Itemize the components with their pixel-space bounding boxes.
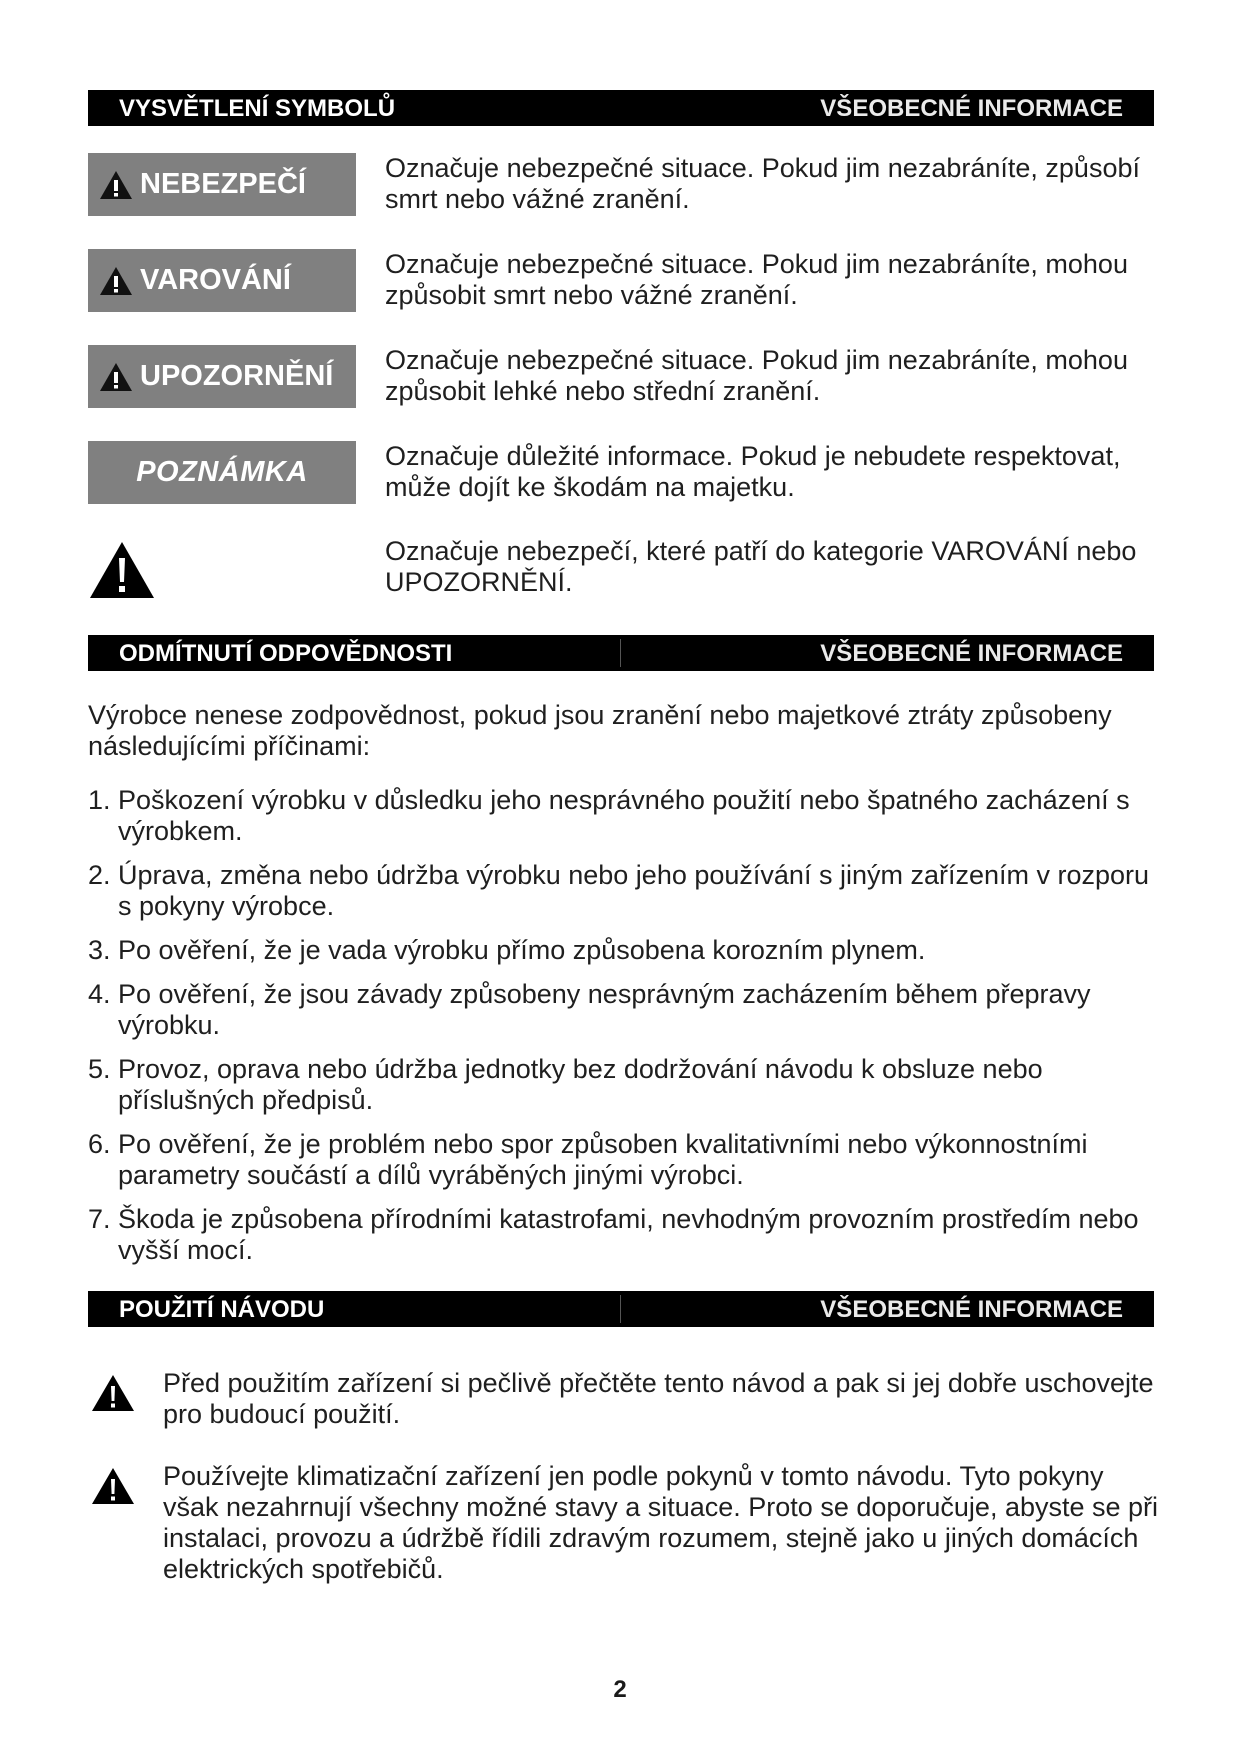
page-number: 2 <box>613 1676 627 1703</box>
list-item: 5. Provoz, oprava nebo údržba jednotky bez dodržování návodu k obsluze nebo příslušných předpisů. <box>88 1054 1043 1115</box>
section-title: ODMÍTNUTÍ ODPOVĚDNOSTI <box>119 640 453 667</box>
section-category: VŠEOBECNÉ INFORMACE <box>820 640 1123 667</box>
danger-description: Označuje nebezpečné situace. Pokud jim nezabráníte, způsobí smrt nebo vážné zranění. <box>385 153 1140 214</box>
warning-triangle-icon <box>88 540 156 600</box>
section-header-symbols <box>88 90 1154 126</box>
list-item: 3. Po ověření, že je vada výrobku přímo způsobena korozním plynem. <box>88 935 926 965</box>
header-divider <box>620 639 621 667</box>
warning-description: Označuje nebezpečné situace. Pokud jim nezabráníte, mohou způsobit smrt nebo vážné zranění. <box>385 249 1128 310</box>
note-badge <box>88 441 356 504</box>
header-divider <box>620 1295 621 1323</box>
danger-label: NEBEZPEČÍ <box>140 168 306 200</box>
disclaimer-list <box>88 785 1168 1279</box>
section-header-disclaimer <box>88 635 1154 671</box>
section-title: VYSVĚTLENÍ SYMBOLŮ <box>119 95 396 122</box>
warning-triangle-icon <box>98 169 134 201</box>
warning-triangle-icon <box>91 1467 135 1505</box>
disclaimer-intro: Výrobce nenese zodpovědnost, pokud jsou zranění nebo majetkové ztráty způsobeny následujícími příčinami: <box>88 700 1112 761</box>
section-category: VŠEOBECNÉ INFORMACE <box>820 95 1123 122</box>
note-description: Označuje důležité informace. Pokud je nebudete respektovat, může dojít ke škodám na majetku. <box>385 441 1121 502</box>
warning-label: VAROVÁNÍ <box>140 264 291 296</box>
list-item: 4. Po ověření, že jsou závady způsobeny nesprávným zacházením během přepravy výrobku. <box>88 979 1091 1040</box>
section-title: POUŽITÍ NÁVODU <box>119 1296 325 1323</box>
caution-label: UPOZORNĚNÍ <box>140 360 334 392</box>
manual-use-text: Před použitím zařízení si pečlivě přečtěte tento návod a pak si jej dobře uschovejte pro budoucí použití. <box>163 1368 1154 1429</box>
caution-badge <box>88 345 356 408</box>
list-item: 6. Po ověření, že je problém nebo spor způsoben kvalitativními nebo výkonnostními parametry součástí a dílů vyráběných jinými výrobci. <box>88 1129 1088 1190</box>
warning-triangle-icon <box>98 361 134 393</box>
manual-use-text: Používejte klimatizační zařízení jen podle pokynů v tomto návodu. Tyto pokyny však nezahrnují všechny možné stavy a situace. Proto se doporučuje, abyste se při instalaci, provozu a údržbě řídili zdravým rozumem, stejně jako u jiných domácích elektrických spotřebičů. <box>163 1461 1159 1584</box>
caution-description: Označuje nebezpečné situace. Pokud jim nezabráníte, mohou způsobit lehké nebo střední zranění. <box>385 345 1128 406</box>
warning-triangle-icon <box>98 265 134 297</box>
section-header-manual-use <box>88 1291 1154 1327</box>
list-item: 2. Úprava, změna nebo údržba výrobku nebo jeho používání s jiným zařízením v rozporu s pokyny výrobce. <box>88 860 1150 921</box>
hazard-description: Označuje nebezpečí, které patří do kategorie VAROVÁNÍ nebo UPOZORNĚNÍ. <box>385 536 1137 597</box>
warning-triangle-icon <box>91 1374 135 1412</box>
warning-badge <box>88 249 356 312</box>
list-item: 7. Škoda je způsobena přírodními katastrofami, nevhodným provozním prostředím nebo vyšší mocí. <box>88 1204 1139 1265</box>
list-item: 1. Poškození výrobku v důsledku jeho nesprávného použití nebo špatného zacházení s výrobkem. <box>88 785 1130 846</box>
section-category: VŠEOBECNÉ INFORMACE <box>820 1296 1123 1323</box>
note-label: POZNÁMKA <box>136 456 308 488</box>
danger-badge <box>88 153 356 216</box>
